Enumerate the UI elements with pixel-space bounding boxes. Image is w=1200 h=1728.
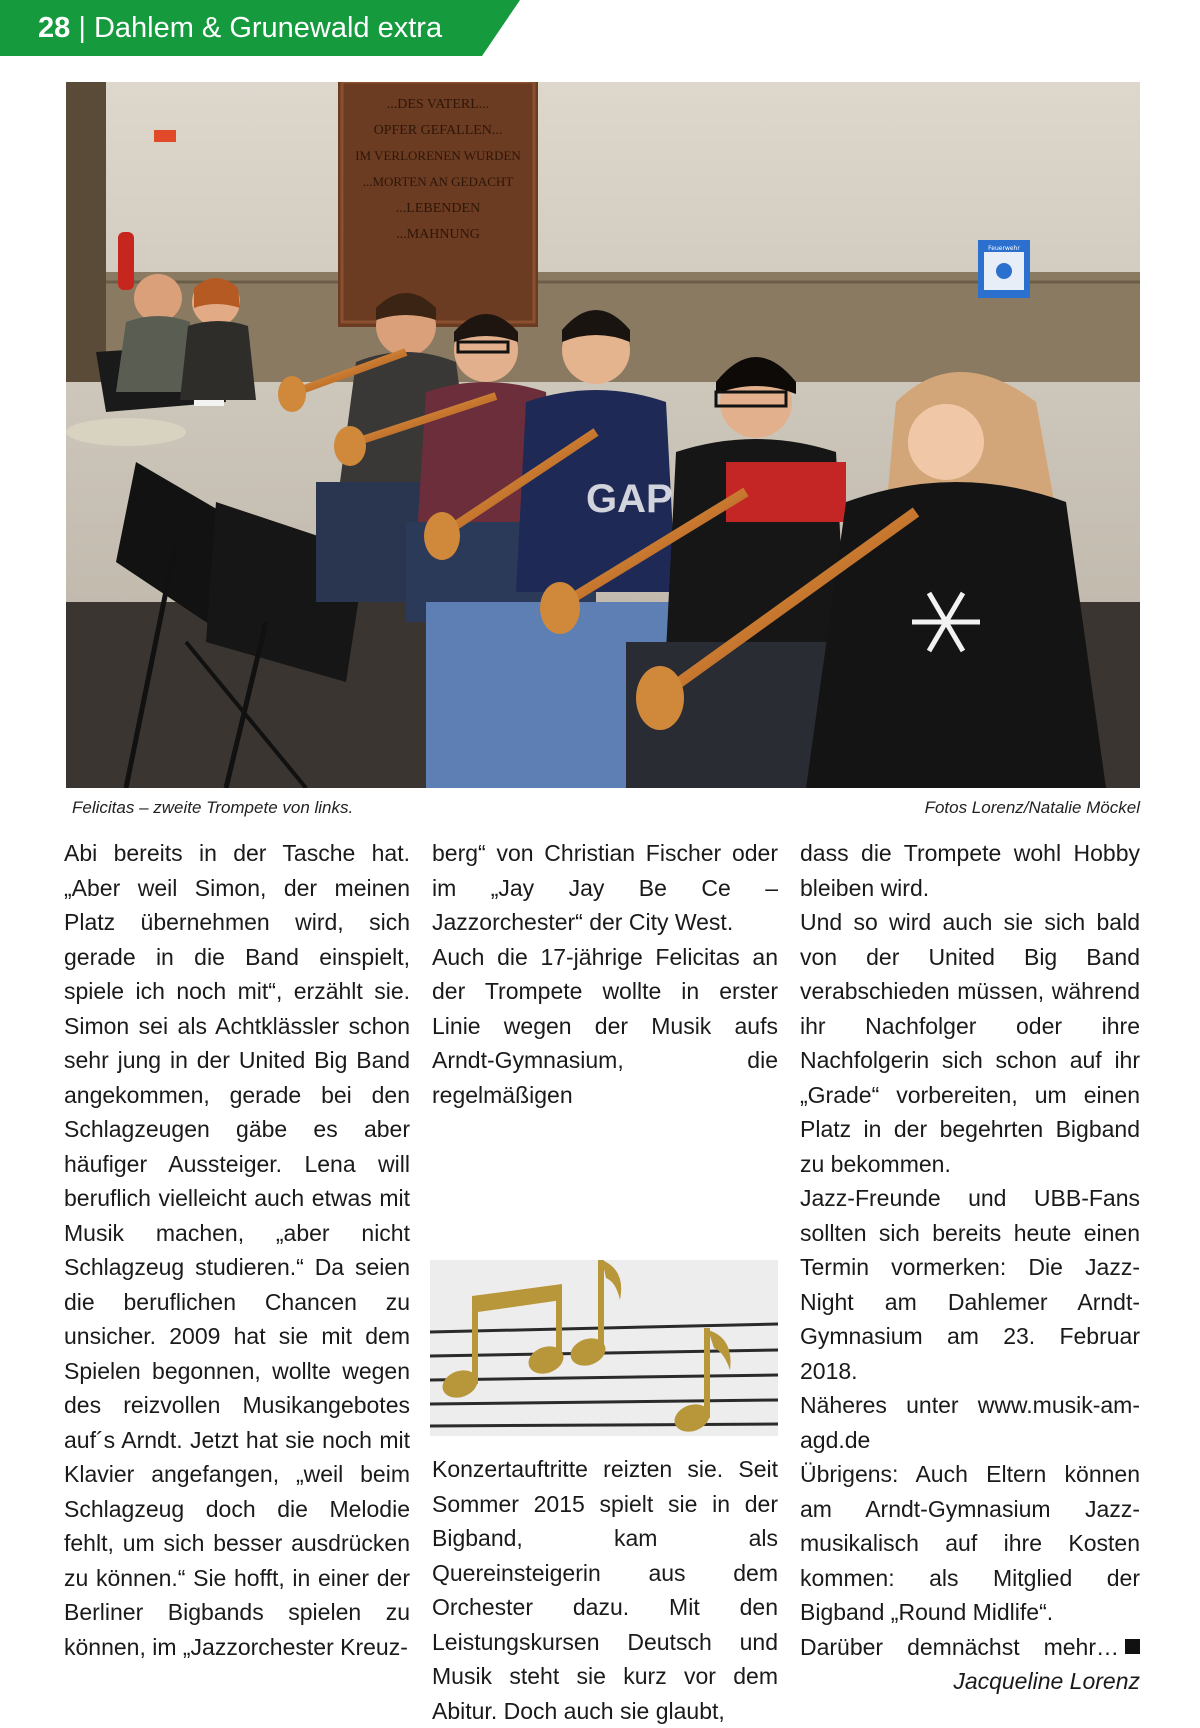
article-paragraph: Jazz-Freunde und UBB-Fans sollten sich bereits heute einen Termin vormerken: Die Jazz-Night am Dahlemer Arndt-Gymnasium am 23. Februar 2018. — [800, 1185, 1140, 1384]
plaque-line-2: OPFER GEFALLEN... — [373, 123, 503, 138]
article-column-3 — [800, 836, 1140, 1699]
closing-line — [800, 1630, 1140, 1665]
svg-text:GAP: GAP — [586, 477, 673, 521]
photo-caption: Felicitas – zweite Trompete von links. — [72, 798, 354, 817]
closing-text: Darüber demnächst mehr… — [800, 1633, 1119, 1660]
drum-icon — [66, 418, 186, 446]
article-column-2-top — [432, 836, 778, 1112]
article-paragraph: dass die Trompete wohl Hobby bleiben wird. — [800, 840, 1140, 901]
band-photo-illustration — [66, 82, 1140, 788]
end-mark-icon — [1125, 1639, 1140, 1654]
plaque-line-4: ...MORTEN AN GEDACHT — [362, 174, 514, 189]
article-paragraph: Abi bereits in der Tasche hat. „Aber weil Simon, der meinen Platz übernehmen wird, sich gerade in die Band einspielt, spiele ich noch mit“, erzählt sie. Simon sei als Achtklässler schon sehr jung in der United Big Band angekommen, gerade bei den Schlagzeugen gäbe es aber häufiger Aussteiger. Lena will beruflich vielleicht auch etwas mit Musik machen, „aber nicht Schlagzeug studieren.“ Da seien die beruflichen Chancen zu unsicher. 2009 hat sie mit dem Spielen begonnen, wollte wegen des reizvollen Musikangebotes auf´s Arndt. Jetzt hat sie noch mit Klavier angefangen, „weil beim Schlagzeug doch die Melodie fehlt, um sich besser ausdrücken zu können.“ Sie hofft, in einer der Berliner Bigbands spielen zu können, im „Jazzorchester Kreuz- — [64, 840, 410, 1660]
article-paragraph: berg“ von Christian Fischer oder im „Jay Jay Be Ce –Jazzorchester“ der City West. — [432, 840, 778, 935]
page-number: 28 — [38, 12, 71, 44]
plaque-line-1: ...DES VATERL... — [386, 97, 490, 112]
music-notes-illustration — [430, 1260, 778, 1436]
alarm-label: Feuerwehr — [988, 245, 1020, 252]
memorial-plaque — [338, 82, 538, 327]
plaque-line-5: ...LEBENDEN — [395, 201, 481, 216]
article-paragraph: Und so wird auch sie sich bald von der United Big Band verabschieden müssen, während ihr Nachfolger oder ihre Nachfolgerin sich schon auf ihr „Grade“ vorbereiten, um einen Platz in der begehrten Bigband zu bekommen. — [800, 909, 1140, 1177]
article-column-1 — [64, 836, 410, 1664]
band-photo — [66, 82, 1140, 788]
music-notes-photo — [430, 1260, 778, 1436]
article-paragraph: Übrigens: Auch Eltern können am Arndt-Gymnasium Jazz-musikalisch auf ihre Kosten kommen: als Mitglied der Bigband „Round Midlife“. — [800, 1461, 1140, 1625]
photo-credit: Fotos Lorenz/Natalie Möckel — [924, 798, 1140, 817]
plaque-line-3: IM VERLORENEN WURDEN — [355, 148, 521, 163]
header-separator: | — [78, 12, 86, 44]
fire-extinguisher-icon — [118, 232, 134, 290]
plaque-line-6: ...MAHNUNG — [396, 227, 480, 242]
article-paragraph: Auch die 17-jährige Felicitas an der Trompete wollte in erster Linie wegen der Musik aufs Arndt-Gymnasium, die regelmäßigen — [432, 943, 778, 1108]
article-paragraph: Näheres unter www.musik-am-agd.de — [800, 1392, 1140, 1453]
author-name: Jacqueline Lorenz — [953, 1668, 1140, 1694]
article-paragraph: Konzertauftritte reizten sie. Seit Sommer 2015 spielt sie in der Bigband, kam als Quereinsteigerin aus dem Orchester dazu. Mit den Leistungskursen Deutsch und Musik steht sie kurz vor dem Abitur. Doch auch sie glaubt, — [432, 1456, 778, 1724]
exit-sign-icon — [154, 130, 176, 142]
fire-alarm-box — [978, 240, 1030, 298]
section-title: Dahlem & Grunewald extra — [93, 12, 443, 44]
article-column-2-bottom — [432, 1452, 778, 1728]
section-header — [38, 8, 442, 48]
